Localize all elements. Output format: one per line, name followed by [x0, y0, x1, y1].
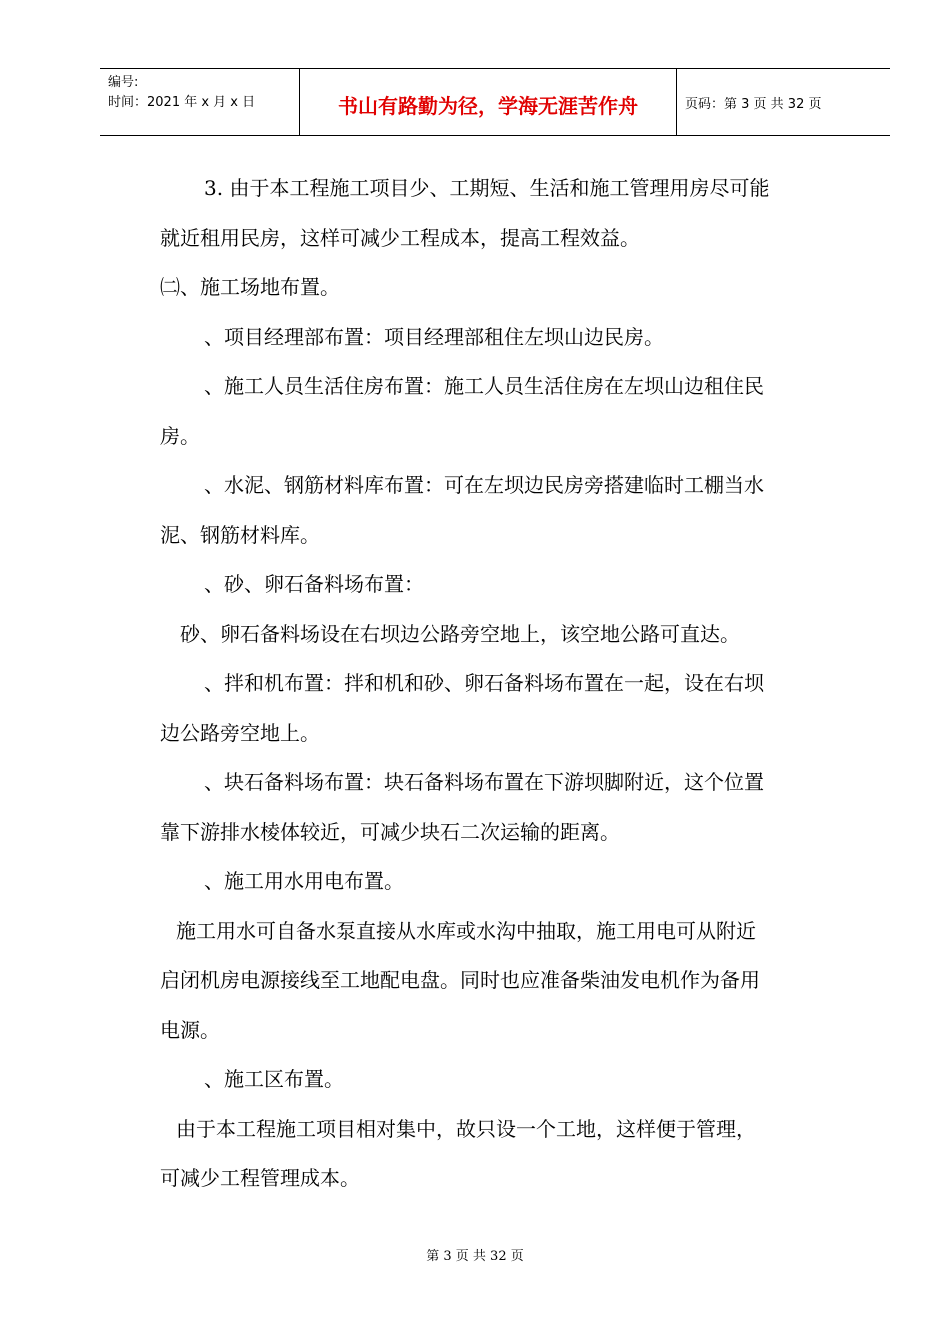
paragraph-line: 、项目经理部布置：项目经理部租住左坝山边民房。	[204, 324, 664, 349]
paragraph-line: 就近租用民房，这样可减少工程成本，提高工程效益。	[160, 225, 640, 250]
page-header	[100, 68, 890, 136]
section-heading: ㈡、施工场地布置。	[160, 275, 340, 299]
paragraph-line: 电源。	[160, 1017, 220, 1042]
paragraph-line: 、施工人员生活住房布置：施工人员生活住房在左坝山边租住民	[204, 374, 764, 398]
paragraph-line: 泥、钢筋材料库。	[160, 522, 320, 547]
paragraph-line: 、施工用水用电布置。	[204, 869, 404, 893]
paragraph-line: 可减少工程管理成本。	[160, 1166, 360, 1190]
paragraph-line: 、施工区布置。	[204, 1067, 344, 1091]
header-motto-cell	[300, 69, 677, 135]
paragraph-line: 由于本工程施工项目相对集中，故只设一个工地，这样便于管理，	[176, 1116, 756, 1141]
paragraph-line: 、砂、卵石备料场布置：	[204, 572, 424, 596]
paragraph-line: 启闭机房电源接线至工地配电盘。同时也应准备柴油发电机作为备用	[160, 968, 760, 992]
page-footer: 第 3 页 共 32 页	[426, 1249, 524, 1264]
paragraph-line: 、水泥、钢筋材料库布置：可在左坝边民房旁搭建临时工棚当水	[204, 473, 764, 497]
paragraph-line: 靠下游排水棱体较近，可减少块石二次运输的距离。	[160, 819, 620, 844]
paragraph-line: 边公路旁空地上。	[160, 720, 320, 745]
paragraph-line: 施工用水可自备水泵直接从水库或水沟中抽取，施工用电可从附近	[176, 918, 756, 943]
paragraph-line: 砂、卵石备料场设在右坝边公路旁空地上，该空地公路可直达。	[180, 621, 740, 646]
paragraph-line: 、块石备料场布置：块石备料场布置在下游坝脚附近，这个位置	[204, 770, 764, 794]
document-time-label: 时间：2021 年 x 月 x 日	[108, 95, 256, 110]
header-page-number: 页码：第 3 页 共 32 页	[685, 97, 822, 112]
document-body	[160, 164, 840, 1204]
header-motto: 书山有路勤为径，学海无涯苦作舟	[338, 94, 638, 118]
paragraph-line: 3. 由于本工程施工项目少、工期短、生活和施工管理用房尽可能	[204, 176, 770, 200]
paragraph-line: 房。	[160, 423, 200, 448]
document-code-label: 编号:	[108, 75, 139, 90]
header-info-cell	[100, 69, 300, 135]
paragraph-line: 、拌和机布置：拌和机和砂、卵石备料场布置在一起，设在右坝	[204, 671, 764, 695]
header-page-cell	[677, 69, 890, 135]
